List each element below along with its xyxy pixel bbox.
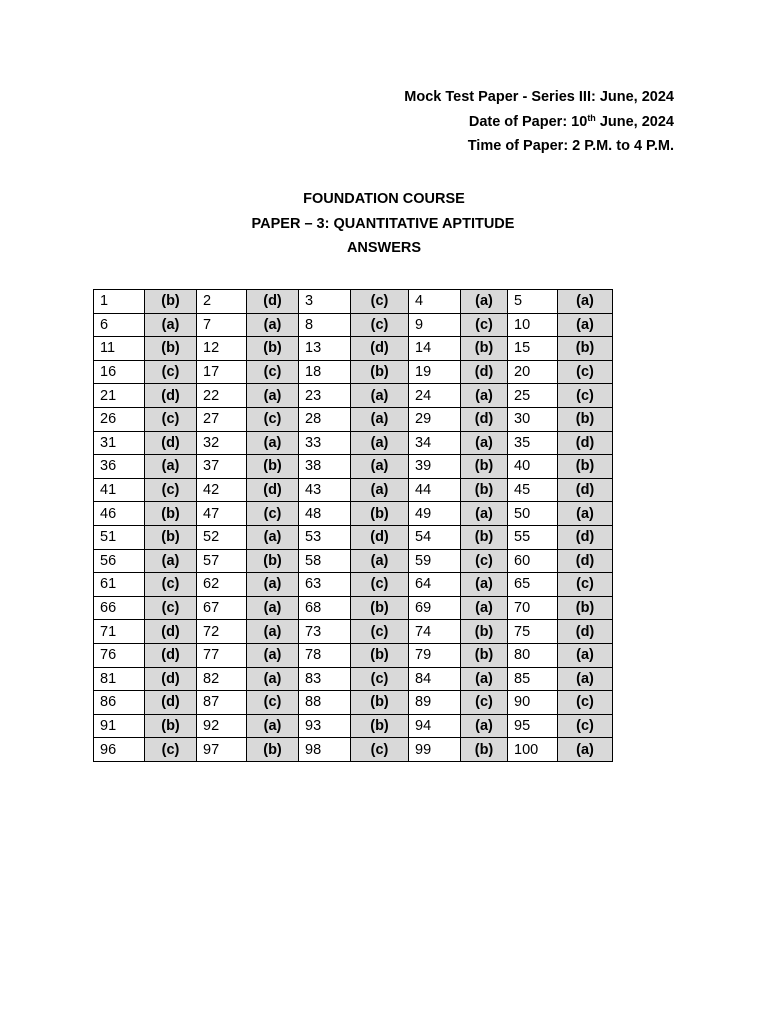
answer-option-cell: (a) [461,384,508,408]
question-number-cell: 72 [197,620,247,644]
question-number-cell: 69 [409,596,461,620]
answer-option-cell: (a) [351,407,409,431]
answer-option-cell: (b) [145,525,197,549]
answer-option-cell: (b) [351,502,409,526]
question-number-cell: 74 [409,620,461,644]
table-row [94,714,613,738]
question-number-cell: 37 [197,455,247,479]
question-number-cell: 26 [94,407,145,431]
answer-option-cell: (d) [461,407,508,431]
question-number-cell: 23 [299,384,351,408]
answer-option-cell: (a) [247,620,299,644]
question-number-cell: 58 [299,549,351,573]
question-number-cell: 61 [94,573,145,597]
answer-option-cell: (a) [461,667,508,691]
answer-option-cell: (b) [247,738,299,762]
question-number-cell: 96 [94,738,145,762]
answer-option-cell: (a) [461,573,508,597]
answer-option-cell: (c) [247,691,299,715]
question-number-cell: 66 [94,596,145,620]
question-number-cell: 97 [197,738,247,762]
answer-option-cell: (d) [558,431,613,455]
answer-option-cell: (c) [351,290,409,314]
question-number-cell: 38 [299,455,351,479]
answer-option-cell: (d) [461,360,508,384]
answer-option-cell: (a) [461,290,508,314]
table-row [94,290,613,314]
question-number-cell: 79 [409,643,461,667]
question-number-cell: 87 [197,691,247,715]
table-row [94,691,613,715]
answer-option-cell: (a) [247,573,299,597]
question-number-cell: 19 [409,360,461,384]
question-number-cell: 77 [197,643,247,667]
answer-option-cell: (c) [351,573,409,597]
answer-option-cell: (a) [351,478,409,502]
answer-option-cell: (c) [247,407,299,431]
answer-option-cell: (b) [247,337,299,361]
question-number-cell: 81 [94,667,145,691]
question-number-cell: 94 [409,714,461,738]
answer-option-cell: (c) [145,360,197,384]
course-title: FOUNDATION COURSE [303,191,465,207]
question-number-cell: 48 [299,502,351,526]
answer-option-cell: (a) [351,384,409,408]
question-number-cell: 56 [94,549,145,573]
question-number-cell: 30 [508,407,558,431]
question-number-cell: 42 [197,478,247,502]
question-number-cell: 67 [197,596,247,620]
question-number-cell: 31 [94,431,145,455]
question-number-cell: 28 [299,407,351,431]
answer-option-cell: (b) [145,290,197,314]
answer-option-cell: (a) [247,667,299,691]
answer-option-cell: (a) [558,502,613,526]
question-number-cell: 22 [197,384,247,408]
question-number-cell: 88 [299,691,351,715]
answer-option-cell: (b) [461,643,508,667]
question-number-cell: 46 [94,502,145,526]
question-number-cell: 12 [197,337,247,361]
table-row [94,620,613,644]
question-number-cell: 73 [299,620,351,644]
question-number-cell: 11 [94,337,145,361]
answer-option-cell: (c) [461,691,508,715]
question-number-cell: 21 [94,384,145,408]
answer-option-cell: (d) [247,290,299,314]
question-number-cell: 14 [409,337,461,361]
answer-option-cell: (a) [558,290,613,314]
answer-option-cell: (a) [145,455,197,479]
question-number-cell: 98 [299,738,351,762]
question-number-cell: 1 [94,290,145,314]
table-row [94,313,613,337]
question-number-cell: 7 [197,313,247,337]
answer-option-cell: (c) [145,738,197,762]
question-number-cell: 93 [299,714,351,738]
answer-option-cell: (d) [558,620,613,644]
answer-option-cell: (b) [558,407,613,431]
answer-option-cell: (b) [461,525,508,549]
answer-option-cell: (b) [461,337,508,361]
answer-option-cell: (a) [247,313,299,337]
question-number-cell: 99 [409,738,461,762]
question-number-cell: 43 [299,478,351,502]
question-number-cell: 13 [299,337,351,361]
question-number-cell: 95 [508,714,558,738]
answer-option-cell: (a) [461,714,508,738]
answer-option-cell: (d) [351,337,409,361]
answer-option-cell: (d) [145,667,197,691]
ordinal-suffix: th [587,112,596,123]
table-row [94,643,613,667]
table-row [94,478,613,502]
answer-option-cell: (a) [461,431,508,455]
answer-option-cell: (a) [351,549,409,573]
answer-option-cell: (c) [558,691,613,715]
answer-option-cell: (b) [558,596,613,620]
answer-option-cell: (a) [558,738,613,762]
answer-option-cell: (c) [247,360,299,384]
mock-test-title: Mock Test Paper - Series III: June, 2024 [404,89,674,105]
answer-option-cell: (b) [351,714,409,738]
question-number-cell: 27 [197,407,247,431]
answer-option-cell: (d) [351,525,409,549]
answer-option-cell: (d) [558,478,613,502]
answer-option-cell: (d) [145,384,197,408]
question-number-cell: 35 [508,431,558,455]
answer-option-cell: (b) [351,360,409,384]
question-number-cell: 86 [94,691,145,715]
table-row [94,596,613,620]
question-number-cell: 60 [508,549,558,573]
answer-option-cell: (b) [247,549,299,573]
question-number-cell: 44 [409,478,461,502]
answer-option-cell: (b) [145,337,197,361]
table-row [94,549,613,573]
answer-option-cell: (b) [461,478,508,502]
answer-option-cell: (c) [351,667,409,691]
answer-option-cell: (b) [351,691,409,715]
question-number-cell: 51 [94,525,145,549]
answer-option-cell: (b) [351,643,409,667]
question-number-cell: 50 [508,502,558,526]
question-number-cell: 10 [508,313,558,337]
table-row [94,407,613,431]
answer-option-cell: (a) [558,313,613,337]
question-number-cell: 25 [508,384,558,408]
question-number-cell: 84 [409,667,461,691]
answer-option-cell: (b) [247,455,299,479]
question-number-cell: 82 [197,667,247,691]
answer-option-cell: (d) [145,643,197,667]
answer-option-cell: (d) [558,549,613,573]
answer-option-cell: (a) [247,596,299,620]
table-row [94,431,613,455]
question-number-cell: 54 [409,525,461,549]
table-row [94,738,613,762]
answer-option-cell: (a) [558,667,613,691]
answer-option-cell: (a) [247,525,299,549]
answer-option-cell: (c) [461,549,508,573]
question-number-cell: 75 [508,620,558,644]
question-number-cell: 52 [197,525,247,549]
answer-option-cell: (c) [145,407,197,431]
question-number-cell: 91 [94,714,145,738]
answer-option-cell: (b) [145,502,197,526]
answer-option-cell: (c) [558,384,613,408]
answer-option-cell: (a) [145,549,197,573]
time-of-paper: Time of Paper: 2 P.M. to 4 P.M. [467,138,674,154]
answer-option-cell: (d) [247,478,299,502]
question-number-cell: 71 [94,620,145,644]
question-number-cell: 100 [508,738,558,762]
answer-option-cell: (b) [351,596,409,620]
answer-option-cell: (c) [145,478,197,502]
answer-key-body [94,290,613,762]
table-row [94,455,613,479]
answer-option-cell: (c) [558,573,613,597]
answer-option-cell: (c) [247,502,299,526]
answer-key-table [93,289,613,762]
answer-option-cell: (b) [461,738,508,762]
question-number-cell: 41 [94,478,145,502]
answer-option-cell: (d) [145,691,197,715]
question-number-cell: 16 [94,360,145,384]
answer-option-cell: (c) [145,596,197,620]
document-titles [0,188,768,262]
answer-option-cell: (a) [247,384,299,408]
question-number-cell: 53 [299,525,351,549]
answer-option-cell: (b) [558,455,613,479]
answer-option-cell: (a) [461,596,508,620]
question-number-cell: 90 [508,691,558,715]
question-number-cell: 2 [197,290,247,314]
answer-option-cell: (b) [461,455,508,479]
paper-title: PAPER – 3: QUANTITATIVE APTITUDE [251,215,515,232]
question-number-cell: 64 [409,573,461,597]
question-number-cell: 15 [508,337,558,361]
answer-option-cell: (a) [351,455,409,479]
question-number-cell: 59 [409,549,461,573]
answer-option-cell: (a) [145,313,197,337]
question-number-cell: 6 [94,313,145,337]
answer-option-cell: (a) [558,643,613,667]
answers-heading: ANSWERS [346,240,422,257]
question-number-cell: 76 [94,643,145,667]
question-number-cell: 18 [299,360,351,384]
question-number-cell: 62 [197,573,247,597]
answer-option-cell: (c) [351,620,409,644]
question-number-cell: 9 [409,313,461,337]
answer-option-cell: (c) [351,313,409,337]
question-number-cell: 36 [94,455,145,479]
question-number-cell: 80 [508,643,558,667]
answer-option-cell: (d) [145,431,197,455]
question-number-cell: 55 [508,525,558,549]
answer-option-cell: (b) [461,620,508,644]
table-row [94,337,613,361]
question-number-cell: 70 [508,596,558,620]
question-number-cell: 57 [197,549,247,573]
question-number-cell: 17 [197,360,247,384]
answer-option-cell: (a) [247,643,299,667]
question-number-cell: 4 [409,290,461,314]
table-row [94,360,613,384]
question-number-cell: 3 [299,290,351,314]
question-number-cell: 33 [299,431,351,455]
question-number-cell: 20 [508,360,558,384]
question-number-cell: 68 [299,596,351,620]
question-number-cell: 39 [409,455,461,479]
answer-option-cell: (c) [558,360,613,384]
question-number-cell: 83 [299,667,351,691]
question-number-cell: 63 [299,573,351,597]
question-number-cell: 85 [508,667,558,691]
question-number-cell: 8 [299,313,351,337]
question-number-cell: 32 [197,431,247,455]
table-row [94,525,613,549]
answer-option-cell: (c) [145,573,197,597]
date-of-paper: Date of Paper: 10th June, 2024 [468,112,674,130]
question-number-cell: 49 [409,502,461,526]
answer-option-cell: (c) [461,313,508,337]
answer-option-cell: (b) [558,337,613,361]
question-number-cell: 5 [508,290,558,314]
question-number-cell: 24 [409,384,461,408]
question-number-cell: 89 [409,691,461,715]
table-row [94,502,613,526]
question-number-cell: 29 [409,407,461,431]
answer-option-cell: (d) [145,620,197,644]
answer-option-cell: (c) [351,738,409,762]
table-row [94,384,613,408]
answer-option-cell: (c) [558,714,613,738]
question-number-cell: 92 [197,714,247,738]
question-number-cell: 34 [409,431,461,455]
paper-header [404,86,674,160]
question-number-cell: 40 [508,455,558,479]
answer-option-cell: (a) [247,714,299,738]
table-row [94,573,613,597]
answer-option-cell: (b) [145,714,197,738]
question-number-cell: 47 [197,502,247,526]
answer-option-cell: (d) [558,525,613,549]
question-number-cell: 65 [508,573,558,597]
question-number-cell: 45 [508,478,558,502]
answer-option-cell: (a) [351,431,409,455]
answer-option-cell: (a) [461,502,508,526]
table-row [94,667,613,691]
answer-option-cell: (a) [247,431,299,455]
question-number-cell: 78 [299,643,351,667]
